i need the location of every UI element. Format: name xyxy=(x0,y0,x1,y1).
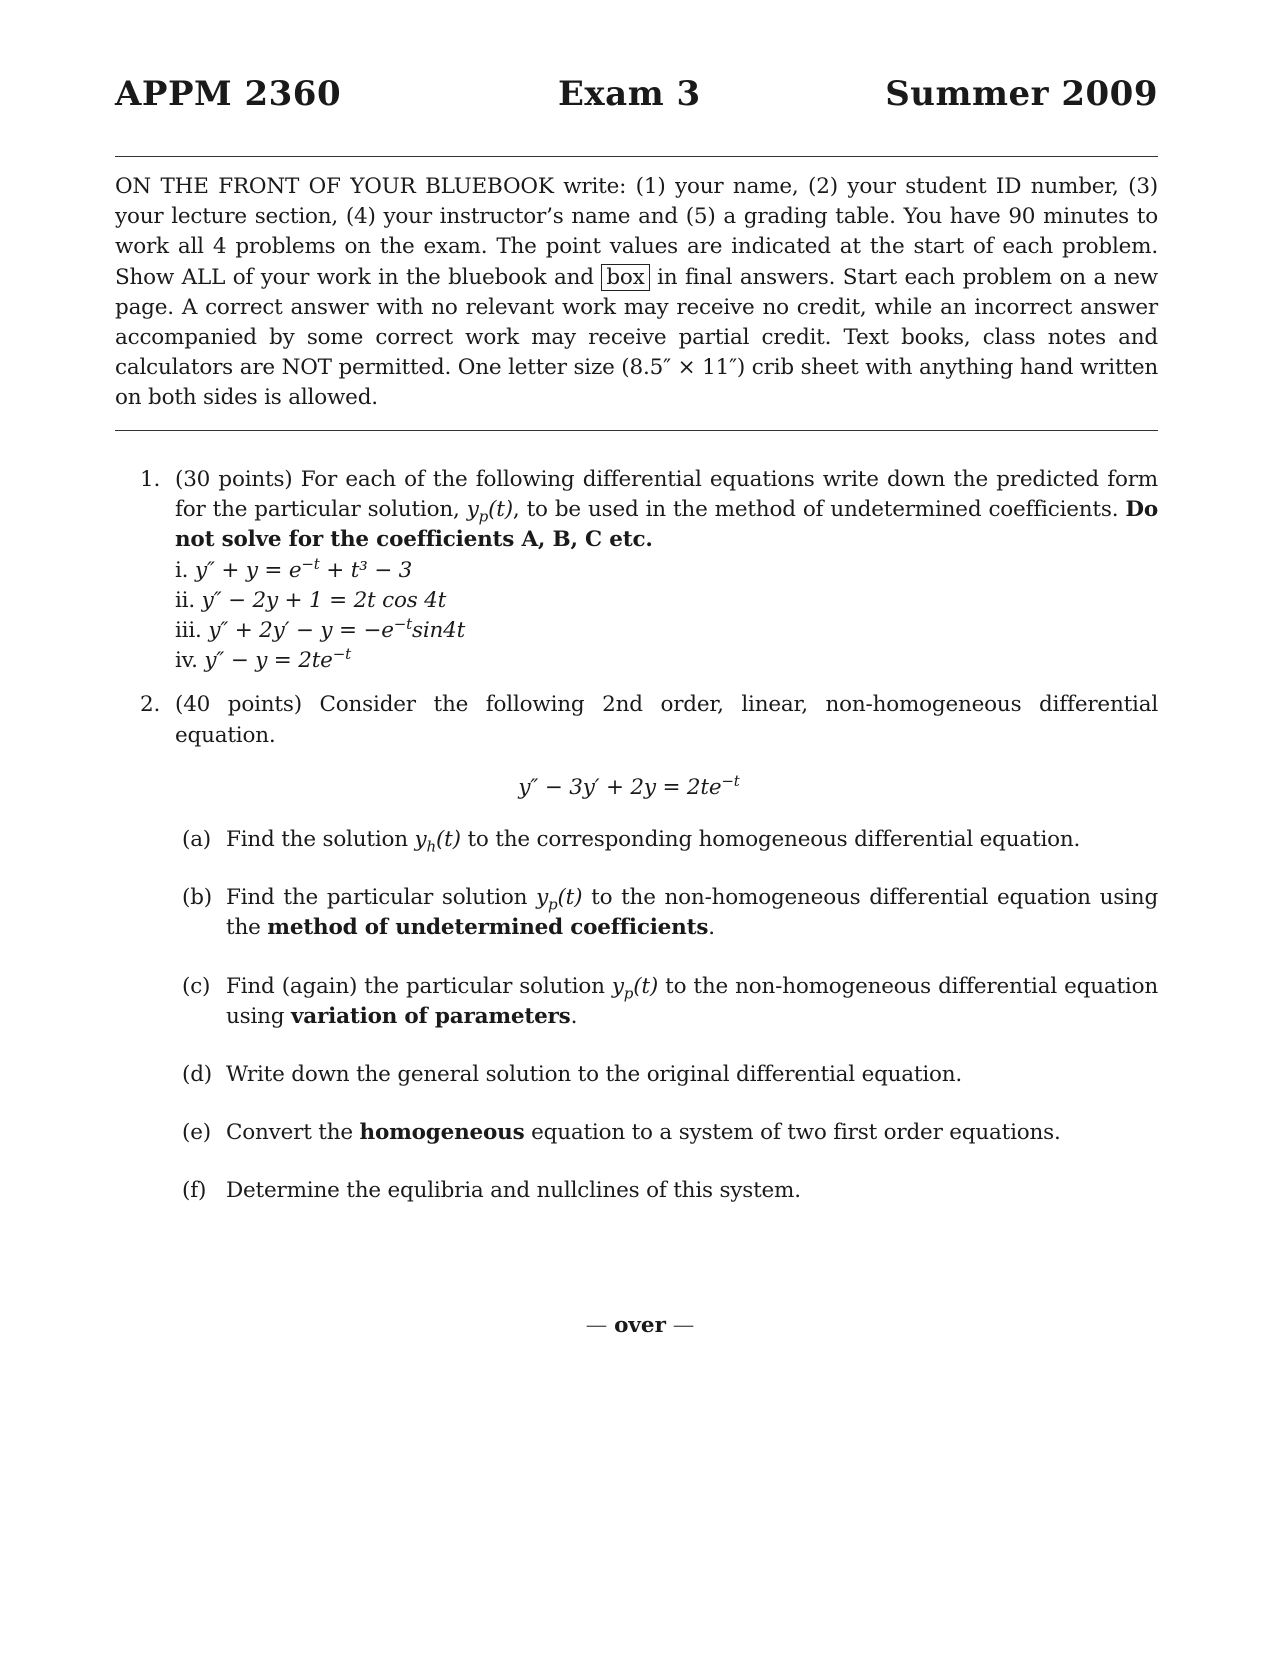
part-f: (f) Determine the equlibria and nullclines of this system. xyxy=(182,1178,801,1204)
exam-header xyxy=(115,74,1158,124)
boxed-word: box xyxy=(601,264,649,291)
equation-ii: ii. y″ − 2y + 1 = 2t cos 4t xyxy=(175,587,447,613)
equation-i: i. $y'' + y = e^{-t} + t^3 - 3$ xyxy=(175,554,413,583)
problem-1-number: 1. xyxy=(140,467,161,492)
instructions-text-1: ON THE FRONT OF YOUR BLUEBOOK write: (1) your name, (2) your student ID number, (3) your lecture section, (4) your instructor’s name and (5) a grading table. You have 90 minutes to work all 4 problems on the exam. The point values are indicated at the start of each problem. Show ALL of your work in the bluebook and xyxy=(115,174,1158,290)
problem-1-intro-end: , to be used in the method of undetermined coefficients. xyxy=(512,497,1119,523)
problem-1-bold-note: Do not solve for the coefficients A, B, C etc. xyxy=(175,497,1158,553)
instructions-text-2: in final answers. Start each problem on a new page. A correct answer with no relevant work may receive no credit, while an incorrect answer accompanied by some correct work may receive partial credit. Text books, class notes and calculators are NOT permitted. One letter size (8.5″ × 11″) crib sheet with anything hand written on both sides is allowed. xyxy=(115,264,1158,411)
bottom-divider xyxy=(115,430,1158,431)
problem-2 xyxy=(140,690,1158,750)
part-b: (b) Find the particular solution $y_p(t)$ to the non-homogeneous differential equation using the method of undetermined coefficients. xyxy=(182,885,1159,941)
instructions-paragraph xyxy=(115,172,1158,414)
part-a: (a) Find the solution $y_h(t)$ to the corresponding homogeneous differential equation. xyxy=(182,827,1081,856)
course-code: APPM 2360 xyxy=(115,74,342,114)
exam-title: Exam 3 xyxy=(558,74,701,114)
top-divider xyxy=(115,156,1158,157)
part-e: (e) Convert the homogeneous equation to a system of two first order equations. xyxy=(182,1120,1061,1146)
footer-over-text: over xyxy=(614,1313,666,1338)
equation-iii: iii. $y'' + 2y' - y = -e^{-t}\sin 4t$ xyxy=(175,614,466,644)
page-footer xyxy=(0,1313,1280,1338)
part-c: (c) Find (again) the particular solution $y_p(t)$ to the non-homogeneous differential equation using variation of parameters. xyxy=(182,973,1158,1029)
problem-2-equation: $y'' - 3y' + 2y = 2te^{-t}$ xyxy=(518,771,740,800)
problem-1-equations xyxy=(175,556,1158,677)
footer-dash-right: — xyxy=(672,1313,695,1338)
problem-2-number: 2. xyxy=(140,692,161,718)
problem-1-intro: (30 points) For each of the following differential equations write down the predicted form for the particular solution, xyxy=(175,467,1158,523)
part-d: (d) Write down the general solution to the original differential equation. xyxy=(182,1062,963,1088)
problems-section xyxy=(140,465,1158,1235)
yp-symbol: $y_p(t)$ xyxy=(466,497,513,526)
problem-1 xyxy=(140,465,1158,676)
problem-1-body xyxy=(175,465,1158,676)
exam-term: Summer 2009 xyxy=(885,74,1158,114)
problem-2-intro: (40 points) Consider the following 2nd order, linear, non-homogeneous differential equation. xyxy=(175,692,1158,748)
footer-dash-left: — xyxy=(585,1313,608,1338)
equation-iv: iv. $y'' - y = 2te^{-t}$ xyxy=(175,645,351,674)
